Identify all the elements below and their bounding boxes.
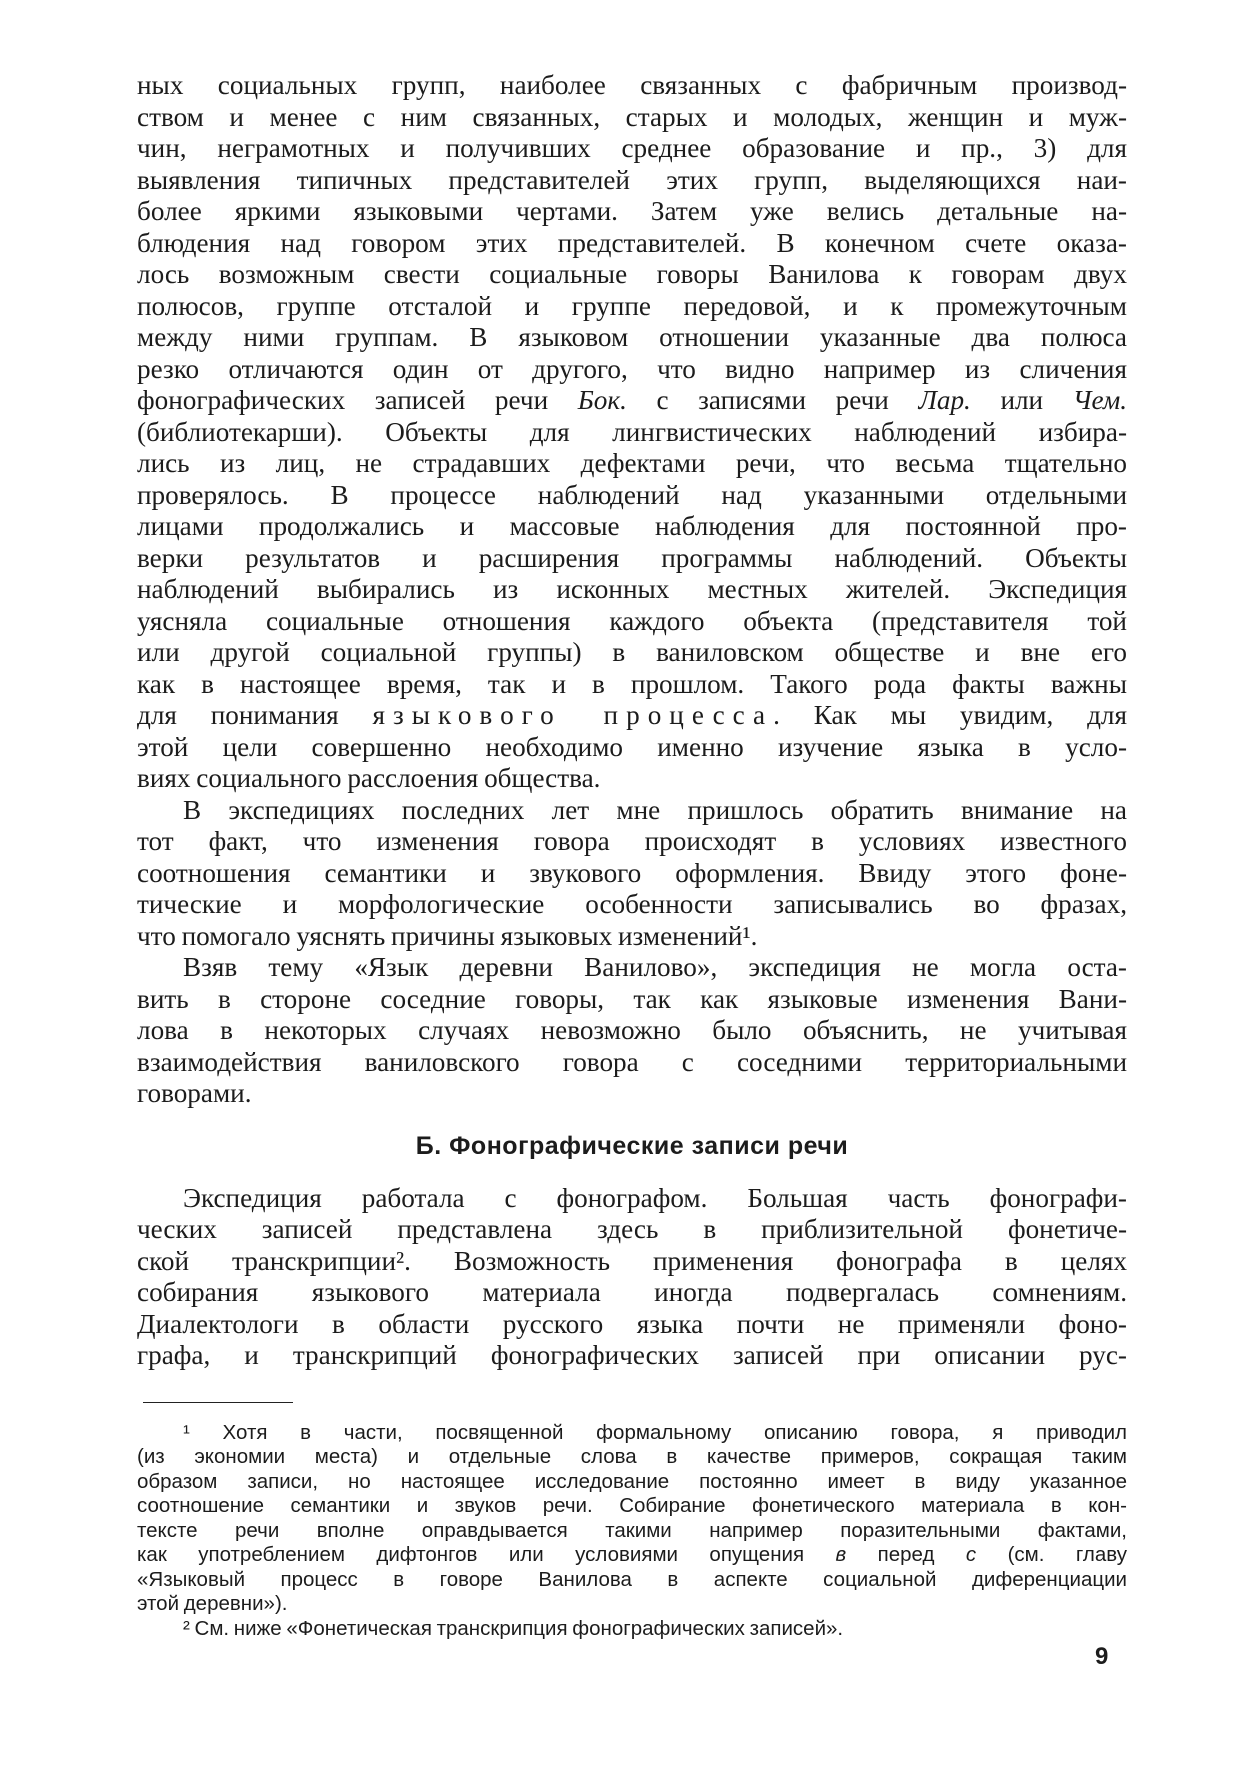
body-paragraph <box>137 1183 1127 1372</box>
text-line <box>137 700 1127 732</box>
text-span: (см. главу <box>976 1543 1127 1566</box>
text-span: фонографических записей речи <box>137 385 578 415</box>
text-line <box>137 385 1127 417</box>
footnote-line: этой деревни»). <box>137 1592 288 1615</box>
section-heading: Б. Фонографические записи речи <box>415 1131 849 1160</box>
text-line: лись из лиц, не страдавших дефектами речи, что весьма тщательно <box>137 448 1127 478</box>
text-line: полюсов, группе отсталой и группе передовой, и к промежуточным <box>137 290 1127 321</box>
text-line: ством и менее с ним связанных, старых и молодых, женщин и муж- <box>137 101 1127 132</box>
emphasized-term: языкового процесса <box>372 700 774 730</box>
text-line: В экспедициях последних лет мне пришлось обратить внимание на <box>183 794 1127 825</box>
footnote-2: ² См. ниже «Фонетическая транскрипция фонографических записей». <box>183 1616 844 1640</box>
text-line: более яркими языковыми чертами. Затем уже велись детальные на- <box>137 196 1127 226</box>
text-line: наблюдений выбирались из исконных местных жителей. Экспедиция <box>137 574 1127 604</box>
footnote-line: (из экономии места) и отдельные слова в качестве примеров, сокращая таким <box>137 1445 1127 1468</box>
footnote-line: тексте речи вполне оправдывается такими например поразительными фактами, <box>137 1518 1127 1542</box>
text-line: лова в некоторых случаях невозможно было объяснить, не учитывая <box>137 1015 1127 1045</box>
text-span: или <box>970 385 1073 415</box>
speaker-abbrev: Лар. <box>918 385 971 415</box>
text-line: ческих записей представлена здесь в приблизительной фонетиче- <box>137 1214 1127 1244</box>
text-line: тот факт, что изменения говора происходят в условиях известного <box>137 826 1127 856</box>
text-span: для понимания <box>137 700 373 730</box>
footnote-line: соотношение семантики и звуков речи. Собирание фонетического материала в кон- <box>137 1494 1127 1517</box>
text-line: ской транскрипции². Возможность применения фонографа в целях <box>137 1245 1127 1276</box>
text-line: соотношения семантики и звукового оформления. Ввиду этого фоне- <box>137 857 1127 888</box>
text-line: между ними группам. В языковом отношении указанные два полюса <box>137 322 1127 352</box>
footnote-line: ¹ Хотя в части, посвященной формальному описанию говора, я приводил <box>183 1420 1127 1444</box>
footnote-line: «Языковый процесс в говоре Ванилова в аспекте социальной диференциации <box>137 1567 1127 1591</box>
text-line: тические и морфологические особенности записывались во фразах, <box>137 889 1127 919</box>
text-line: блюдения над говором этих представителей. В конечном счете оказа- <box>137 227 1127 258</box>
text-line: проверялось. В процессе наблюдений над указанными отдельными <box>137 479 1127 510</box>
speaker-abbrev: Бок. <box>577 385 627 415</box>
text-span: как употреблением дифтонгов или условиями опущения <box>137 1543 836 1566</box>
speaker-abbrev: Чем. <box>1072 385 1127 415</box>
text-span: с записями речи <box>626 385 919 415</box>
text-line: ных социальных групп, наиболее связанных с фабричным производ- <box>137 70 1127 100</box>
text-line: виях социального расслоения общества. <box>137 763 601 793</box>
letter-example: с <box>965 1543 977 1566</box>
page-number: 9 <box>1095 1643 1109 1670</box>
text-line: Диалектологи в области русского языка почти не применяли фоно- <box>137 1308 1127 1339</box>
footnote-line: образом записи, но настоящее исследование постоянно имеет в виду указанное <box>137 1469 1127 1493</box>
text-line: этой цели совершенно необходимо именно изучение языка в усло- <box>137 731 1127 762</box>
footnote-1 <box>137 1421 1127 1617</box>
text-line: чин, неграмотных и получивших среднее образование и пр., 3) для <box>137 133 1127 163</box>
text-line: лицами продолжались и массовые наблюдения для постоянной про- <box>137 511 1127 541</box>
body-paragraph <box>137 70 1127 795</box>
text-line: Экспедиция работала с фонографом. Большая часть фонографи- <box>183 1182 1127 1213</box>
text-line: взаимодействия ваниловского говора с соседними территориальными <box>137 1046 1127 1077</box>
text-line: уясняла социальные отношения каждого объекта (представителя той <box>137 605 1127 636</box>
text-line: Взяв тему «Язык деревни Ванилово», экспедиция не могла оста- <box>183 952 1127 982</box>
text-line: или другой социальной группы) в ваниловском обществе и вне его <box>137 637 1127 667</box>
text-line: резко отличаются один от другого, что видно например из сличения <box>137 353 1127 384</box>
text-span: перед <box>846 1543 966 1566</box>
text-line: верки результатов и расширения программы наблюдений. Объекты <box>137 542 1127 573</box>
text-line: лось возможным свести социальные говоры Ванилова к говорам двух <box>137 259 1127 289</box>
text-line: говорами. <box>137 1078 252 1108</box>
text-line: (библиотекарши). Объекты для лингвистических наблюдений избира- <box>137 416 1127 447</box>
letter-example: в <box>835 1543 847 1566</box>
body-paragraph <box>137 795 1127 953</box>
text-line: как в настоящее время, так и в прошлом. Такого рода факты важны <box>137 668 1127 699</box>
text-line: собирания языкового материала иногда подвергалась сомнениям. <box>137 1277 1127 1307</box>
footnote-line <box>137 1543 1127 1568</box>
text-line: что помогало уяснять причины языковых изменений¹. <box>137 920 758 951</box>
footnote-divider <box>143 1402 293 1403</box>
text-span: . Как мы увидим, для <box>773 700 1127 730</box>
page-content <box>137 70 1127 1770</box>
body-paragraph <box>137 952 1127 1110</box>
text-line: вить в стороне соседние говоры, так как языковые изменения Вани- <box>137 983 1127 1014</box>
text-line: выявления типичных представителей этих групп, выделяющихся наи- <box>137 164 1127 195</box>
text-line: графа, и транскрипций фонографических записей при описании рус- <box>137 1340 1127 1370</box>
